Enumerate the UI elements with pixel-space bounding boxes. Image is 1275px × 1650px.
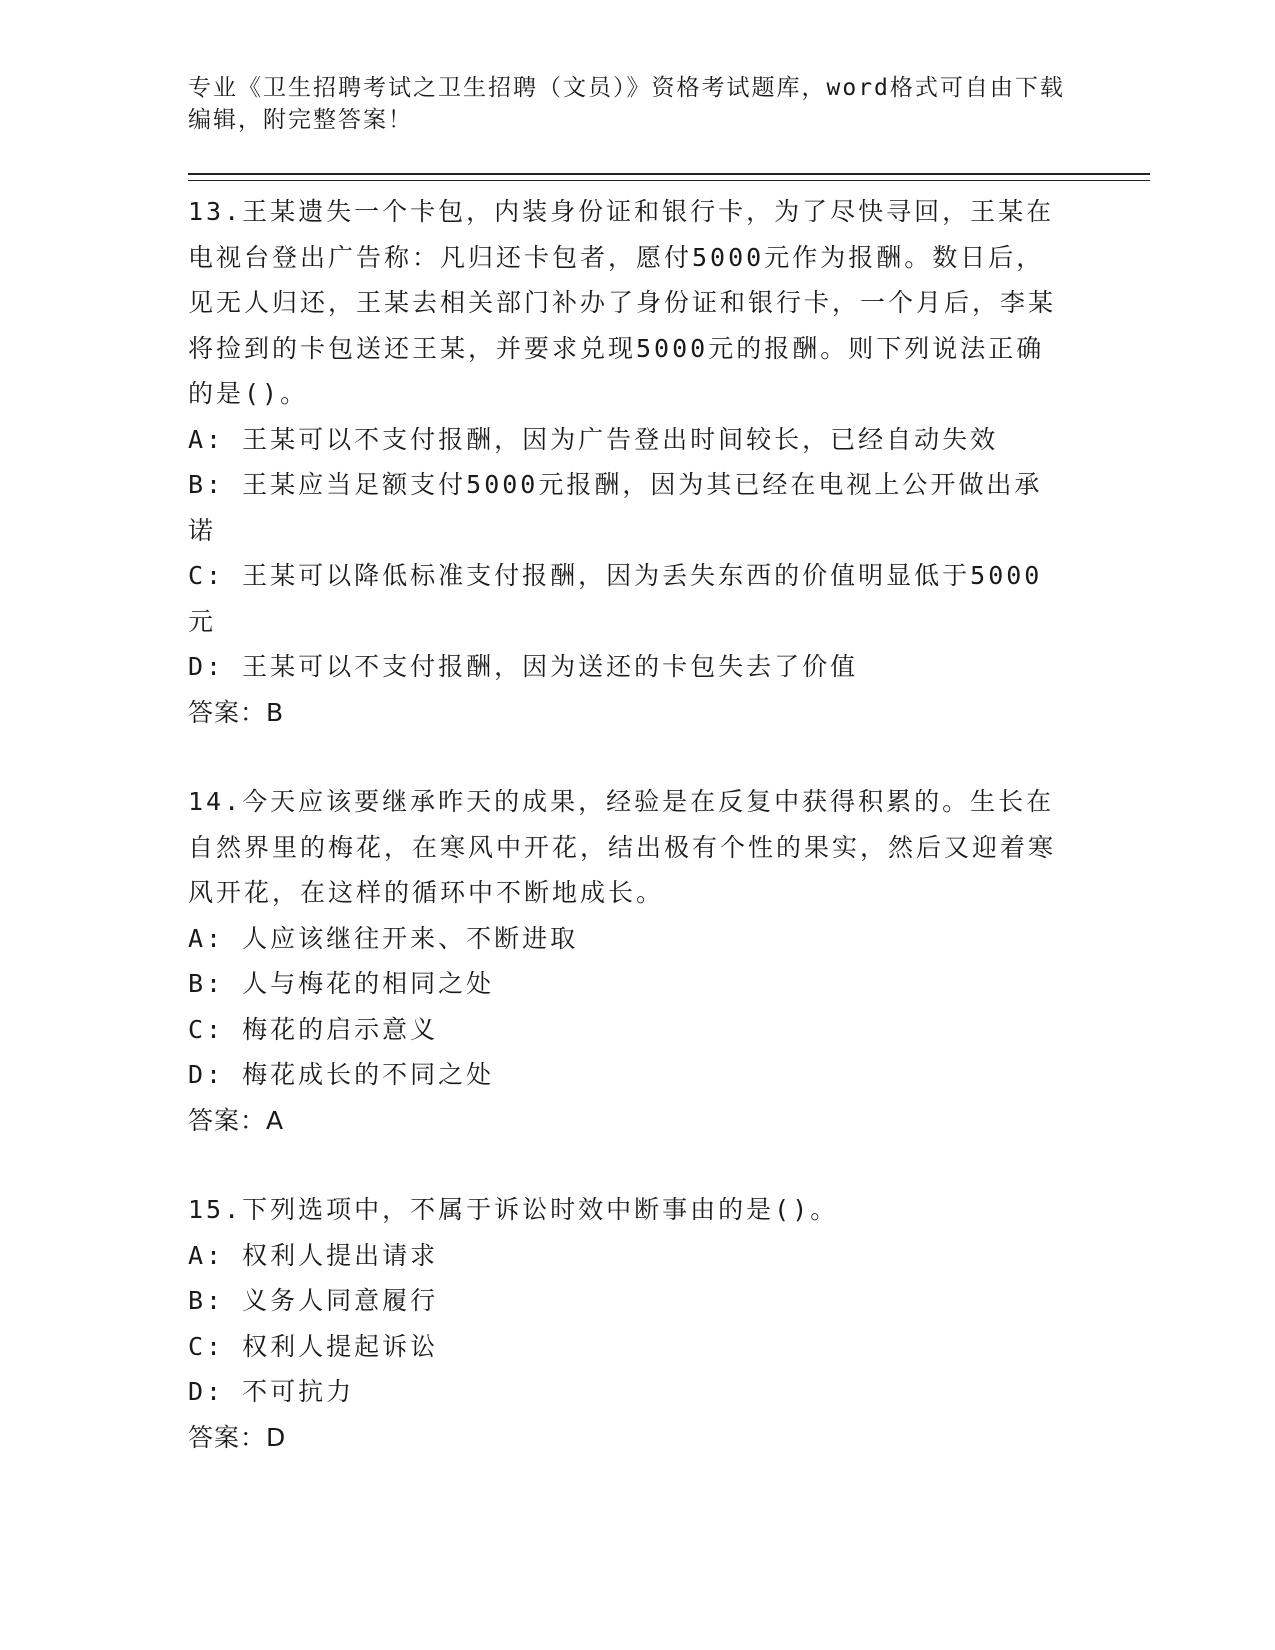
document-page [188,72,1148,1460]
question-stem: 14.今天应该要继承昨天的成果，经验是在反复中获得积累的。生长在自然界里的梅花，在寒风中开花，结出极有个性的果实，然后又迎着寒风开花，在这样的循环中不断地成长。 [188,787,1057,907]
header-divider [188,173,1150,181]
option-d: D: 王某可以不支付报酬，因为送还的卡包失去了价值 [188,652,859,681]
question-14 [188,779,1068,1143]
answer-line: 答案：D [188,1422,287,1452]
question-15 [188,1187,1068,1460]
option-a: A: 人应该继往开来、不断进取 [188,923,579,953]
question-stem: 15.下列选项中，不属于诉讼时效中断事由的是()。 [188,1195,839,1224]
question-13 [188,189,1068,735]
option-c: C: 梅花的启示意义 [188,1014,439,1044]
answer-line: 答案：A [188,1105,285,1135]
option-a: A: 王某可以不支付报酬，因为广告登出时间较长，已经自动失效 [188,424,999,454]
option-c: C: 王某可以降低标准支付报酬，因为丢失东西的价值明显低于5000元 [188,561,1043,636]
option-d: D: 梅花成长的不同之处 [188,1060,495,1089]
document-header: 专业《卫生招聘考试之卫生招聘（文员）》资格考试题库，word格式可自由下载编辑，附完整答案！ [188,75,1065,133]
option-b: B: 王某应当足额支付5000元报酬，因为其已经在电视上公开做出承诺 [188,470,1043,545]
question-stem: 13.王某遗失一个卡包，内装身份证和银行卡，为了尽快寻回，王某在电视台登出广告称：凡归还卡包者，愿付5000元作为报酬。数日后，见无人归还，王某去相关部门补办了身份证和银行卡，一个月后，李某将捡到的卡包送还王某，并要求兑现5000元的报酬。则下列说法正确的是()。 [188,197,1057,408]
option-b: B: 人与梅花的相同之处 [188,969,495,998]
option-a: A: 权利人提出请求 [188,1240,439,1270]
option-b: B: 义务人同意履行 [188,1286,439,1315]
option-d: D: 不可抗力 [188,1377,355,1406]
answer-line: 答案：B [188,697,285,727]
option-c: C: 权利人提起诉讼 [188,1331,439,1361]
